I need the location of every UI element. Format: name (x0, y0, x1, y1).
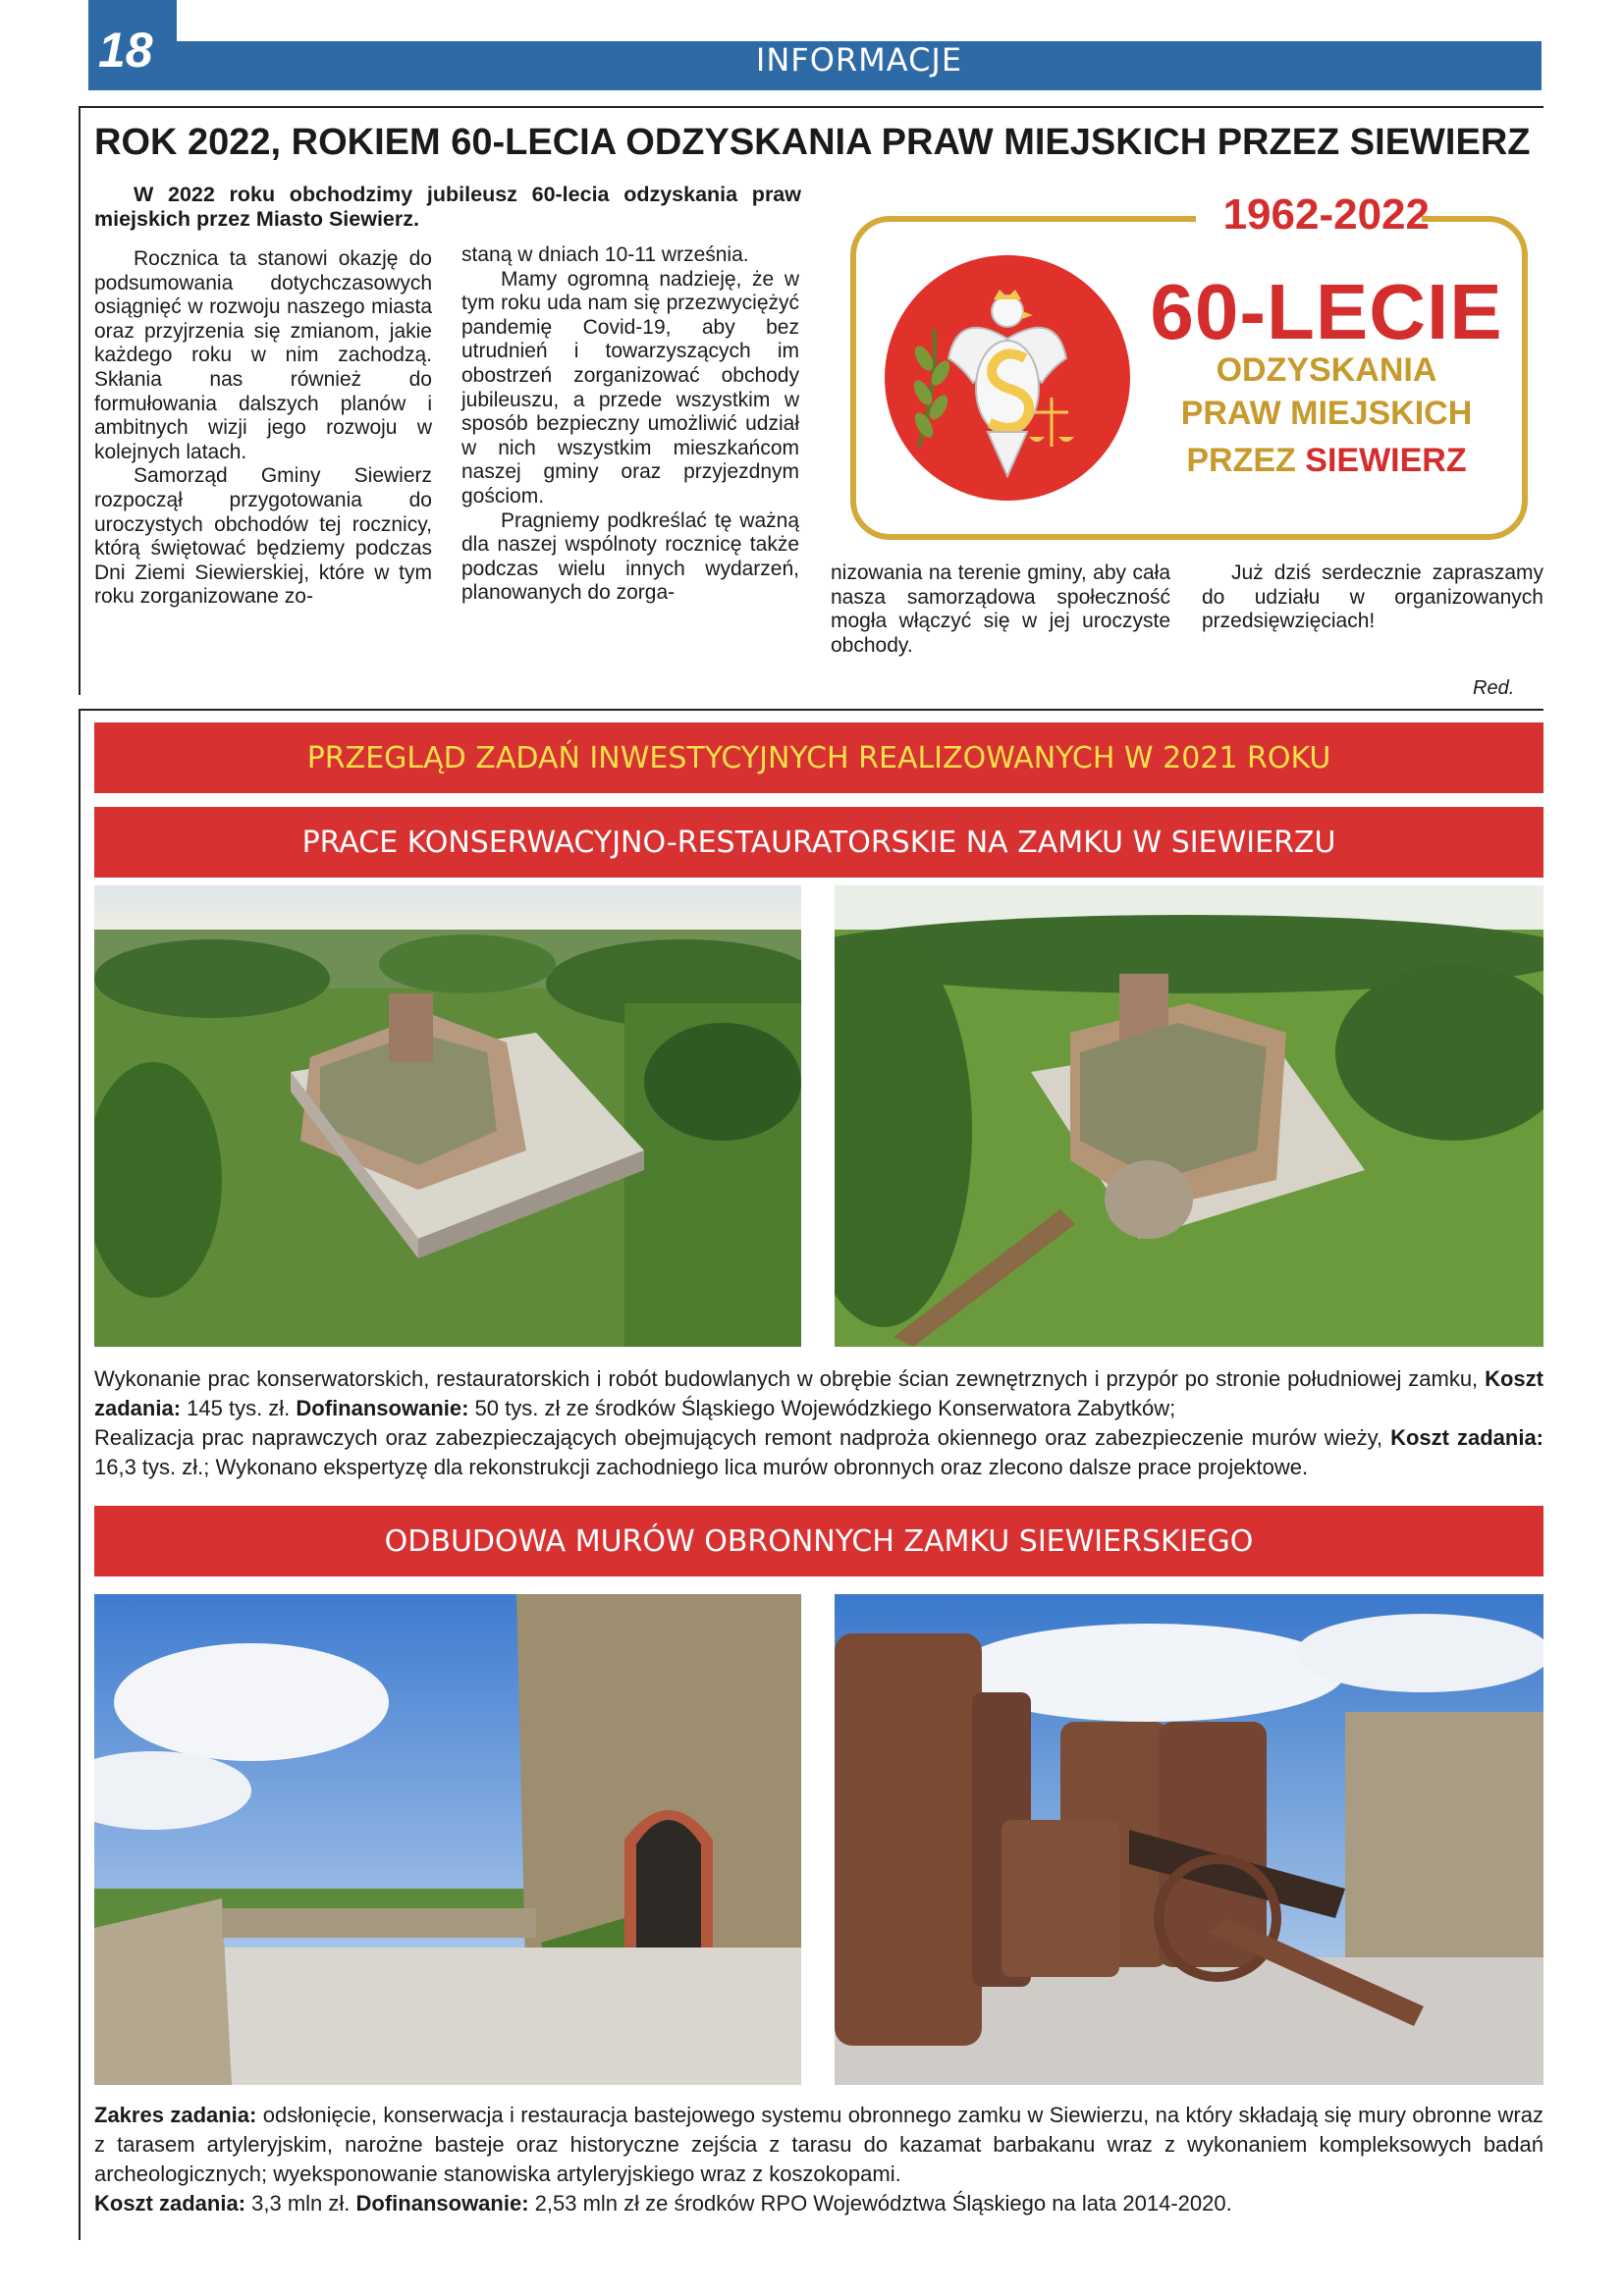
divider-left-top (79, 106, 81, 695)
cost-label: Koszt zadania: (94, 1366, 1543, 1420)
eagle-coat-of-arms-icon (880, 250, 1135, 506)
logo-years: 1962-2022 (1222, 190, 1430, 239)
paragraph: staną w dniach 10-11 września. (461, 243, 749, 266)
logo-60-lecie: 60-LECIE (1150, 268, 1503, 355)
banner-castle-conservation: PRACE KONSERWACYJNO-RESTAURATORSKIE NA ZAMKU W SIEWIERZU (94, 807, 1543, 878)
logo-line-2: PRAW MIEJSKICH (1180, 395, 1473, 432)
logo-line-3-siewierz: SIEWIERZ (1305, 442, 1467, 479)
logo-line-3 (1145, 442, 1508, 480)
article-column-2 (461, 243, 799, 606)
divider-left-bottom (79, 709, 81, 2240)
section-header-bar (177, 41, 1542, 90)
paragraph: Już dziś serdecznie zapraszamy do udziału w organizowanych przedsięwzięciach! (1202, 561, 1543, 633)
anniversary-logo (850, 190, 1538, 545)
logo-line-3-przez: PRZEZ (1186, 442, 1296, 479)
paragraph: Pragniemy podkreślać tę ważną dla naszej wspólnoty rocznicę także podczas wielu innych wydarzeń, planowanych do zorga- (461, 508, 799, 605)
paragraph: Samorząd Gminy Siewierz rozpoczął przygotowania do uroczystych obchodów tej rocznicy, którą świętować będziemy podczas Dni Ziemi Siewierskiej, które w tym roku zorganizowane zo- (94, 464, 432, 609)
cost-label: Koszt zadania: (1390, 1425, 1543, 1450)
castle-aerial-photo-2 (835, 885, 1543, 1347)
funding-label: Dofinansowanie: (296, 1396, 469, 1420)
page-number-box (88, 0, 177, 90)
text: Wykonanie prac konserwatorskich, restauratorskich i robót budowlanych w obrębie ścian zewnętrznych i przypór po stronie południowej zamku, (94, 1366, 1486, 1391)
funding-value: 2,53 mln zł ze środków RPO Województwa Śląskiego na lata 2014-2020. (528, 2191, 1232, 2216)
page-number: 18 (98, 23, 153, 78)
article-column-4 (1202, 561, 1543, 634)
paragraph: Rocznica ta stanowi okazję do podsumowania dotychczasowych osiągnięć w rozwoju naszego miasta oraz przyjrzenia się zmianom, jakie każdego roku w nim zachodzą. Skłania nas również do formułowania dalszych planów i ambitnych wizji jego rozwoju w kolejnych latach. (94, 247, 432, 463)
castle-aerial-photo-1 (94, 885, 801, 1347)
divider-top (79, 106, 1543, 108)
cost-value: 16,3 tys. zł.; Wykonano ekspertyzę dla rekonstrukcji zachodniego lica murów obronnych oraz zlecono dalsze prace projektowe. (94, 1455, 1309, 1479)
scope-value: odsłonięcie, konserwacja i restauracja bastejowego systemu obronnego zamku w Siewierzu, na który składają się mury obronne wraz z tarasem artyleryjskim, narożne basteje oraz historyczne zejścia z tarasu do kazamat barbakanu wraz z wykonaniem kompleksowych badań archeologicznych; wyeksponowanie stanowiska artyleryjskiego wraz z koszokopami. (94, 2103, 1543, 2186)
defensive-walls-description (94, 2101, 1543, 2218)
funding-label: Dofinansowanie: (355, 2191, 529, 2216)
article-column-1 (94, 247, 432, 610)
logo-line-1: ODZYSKANIA (1216, 351, 1437, 389)
cannon-gabions-photo (835, 1594, 1543, 2085)
paragraph: Mamy ogromną nadzieję, że w tym roku uda nam się przezwyciężyć pandemię Covid-19, aby bez utrudnień i towarzyszących im obostrzeń zorganizować obchody jubileuszu, a przede wszystkim w sposób bezpieczny umożliwić udział w nich wszystkim mieszkańcom naszej gminy oraz przyjezdnym gościom. (461, 267, 799, 507)
castle-conservation-description (94, 1364, 1543, 1482)
article-headline: ROK 2022, ROKIEM 60-LECIA ODZYSKANIA PRAW MIEJSKICH PRZEZ SIEWIERZ (94, 122, 1531, 163)
article-lead: W 2022 roku obchodzimy jubileusz 60-lecia odzyskania praw miejskich przez Miasto Siewierz. (94, 183, 801, 231)
cost-label: Koszt zadania: (94, 2191, 246, 2216)
article-signature: Red. (1473, 677, 1515, 699)
cost-value: 3,3 mln zł. (245, 2191, 356, 2216)
text: Realizacja prac naprawczych oraz zabezpieczających obejmujących remont nadproża okiennego oraz zabezpieczenie murów wieży, (94, 1425, 1391, 1450)
funding-value: 50 tys. zł ze środków Śląskiego Wojewódzkiego Konserwatora Zabytków; (468, 1396, 1176, 1420)
paragraph: nizowania na terenie gminy, aby cała nasza samorządowa społeczność mogła włączyć się w jej uroczyste obchody. (831, 561, 1170, 657)
banner-investments-2021: PRZEGLĄD ZADAŃ INWESTYCYJNYCH REALIZOWANYCH W 2021 ROKU (94, 722, 1543, 793)
banner-defensive-walls: ODBUDOWA MURÓW OBRONNYCH ZAMKU SIEWIERSKIEGO (94, 1506, 1543, 1576)
scope-label: Zakres zadania: (94, 2103, 257, 2127)
section-title: INFORMACJE (755, 41, 963, 79)
cost-value: 145 tys. zł. (181, 1396, 297, 1420)
castle-gate-photo (94, 1594, 801, 2085)
divider-middle (79, 709, 1543, 711)
article-column-3 (831, 561, 1170, 658)
